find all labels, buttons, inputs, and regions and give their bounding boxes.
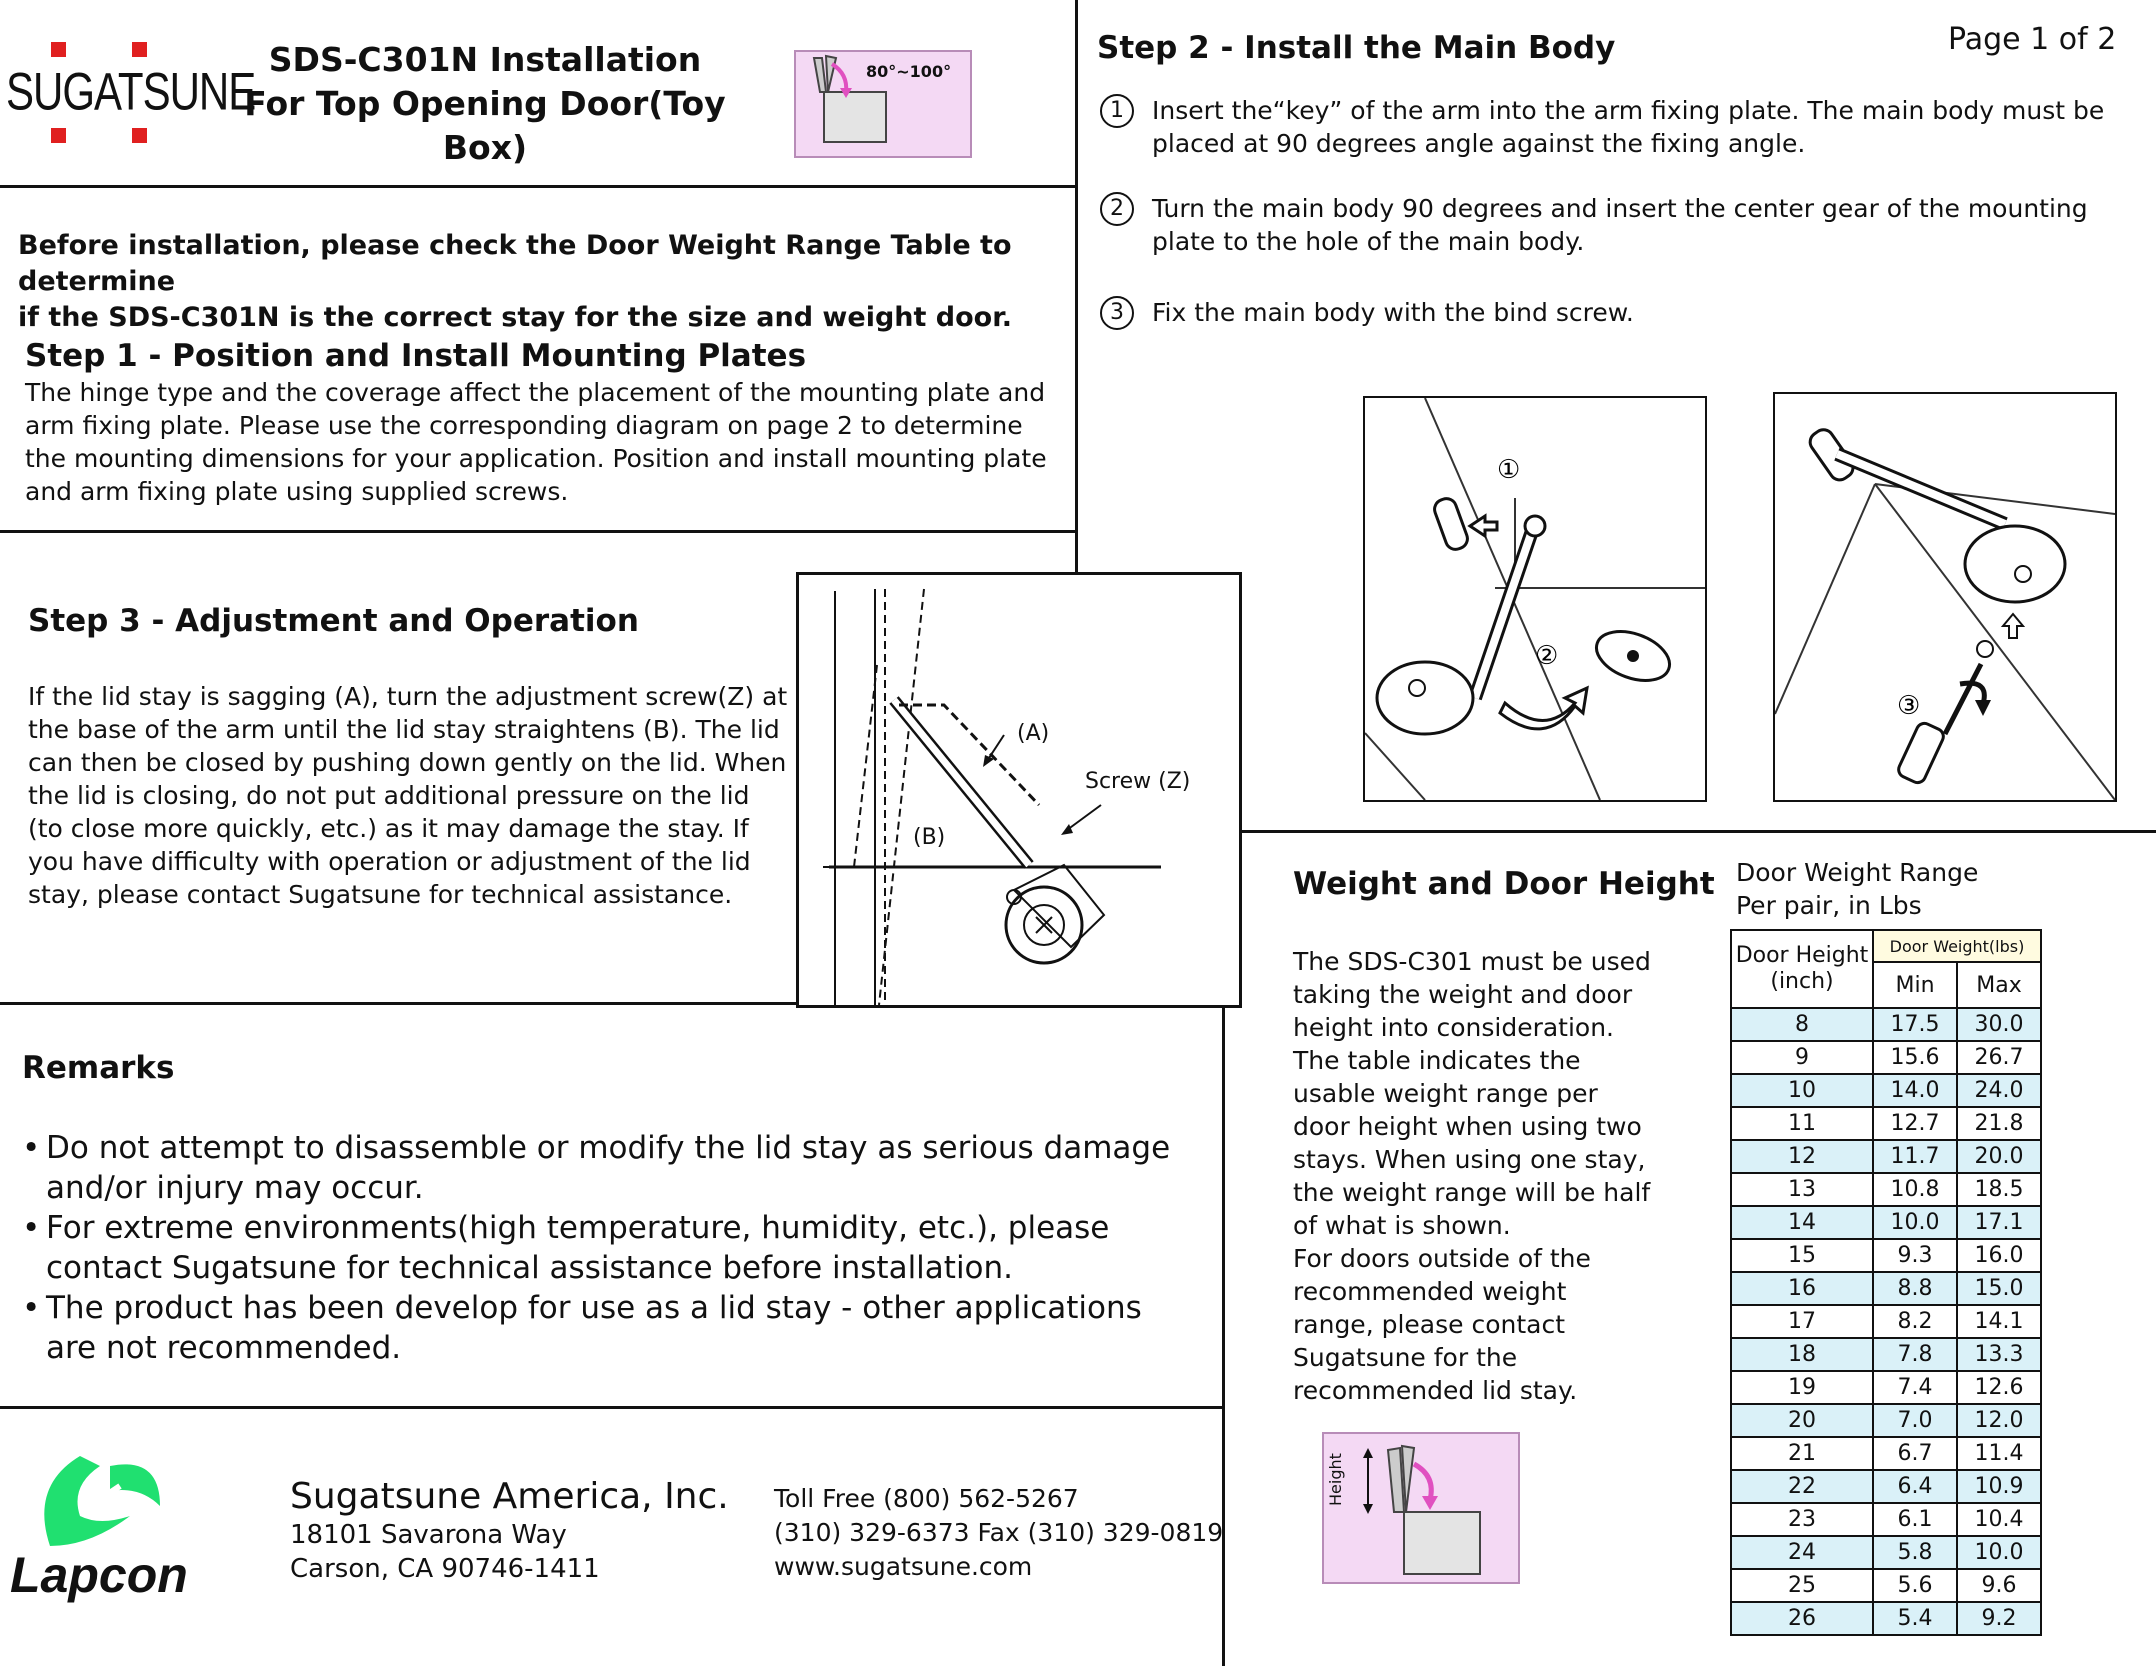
cell-max: 20.0 bbox=[1957, 1140, 2041, 1173]
cell-height: 24 bbox=[1731, 1536, 1873, 1569]
weight-range-table bbox=[1730, 929, 2042, 1636]
cell-height: 13 bbox=[1731, 1173, 1873, 1206]
table-row bbox=[1731, 1173, 2041, 1206]
table-row bbox=[1731, 1206, 2041, 1239]
cell-height: 15 bbox=[1731, 1239, 1873, 1272]
step3-body: If the lid stay is sagging (A), turn the adjustment screw(Z) at the base of the arm until the lid stay straightens (B). The lid can then be closed by pushing down gently on the lid. When the lid is closing, do not put additional pressure on the lid (to close more quickly, etc.) as it may damage the stay. If you have difficulty with operation or adjustment of the lid stay, please contact Sugatsune for technical assistance. bbox=[28, 682, 788, 909]
cell-max: 26.7 bbox=[1957, 1041, 2041, 1074]
door-height-icon bbox=[1322, 1432, 1520, 1584]
cell-max: 11.4 bbox=[1957, 1437, 2041, 1470]
cell-max: 24.0 bbox=[1957, 1074, 2041, 1107]
table-row bbox=[1731, 1569, 2041, 1602]
step2-item bbox=[1100, 94, 2150, 160]
step1-heading: Step 1 - Position and Install Mounting Plates bbox=[25, 338, 807, 374]
install-diagram-2 bbox=[1773, 392, 2117, 802]
cell-min: 6.7 bbox=[1873, 1437, 1957, 1470]
weight-table bbox=[1730, 929, 2042, 1636]
cell-min: 10.0 bbox=[1873, 1206, 1957, 1239]
step-number: 1 bbox=[1100, 94, 1134, 128]
cell-min: 17.5 bbox=[1873, 1008, 1957, 1041]
bullet-icon: • bbox=[22, 1290, 41, 1326]
cell-height: 14 bbox=[1731, 1206, 1873, 1239]
cell-max: 14.1 bbox=[1957, 1305, 2041, 1338]
col-header-min: Min bbox=[1873, 962, 1957, 1008]
cell-height: 16 bbox=[1731, 1272, 1873, 1305]
cell-max: 10.9 bbox=[1957, 1470, 2041, 1503]
intro-text bbox=[18, 228, 1058, 336]
title-line: For Top Opening Door(Toy Box) bbox=[244, 84, 726, 167]
cell-max: 10.0 bbox=[1957, 1536, 2041, 1569]
remark-item bbox=[22, 1288, 1172, 1368]
logo-red-square bbox=[132, 128, 147, 143]
cell-min: 5.8 bbox=[1873, 1536, 1957, 1569]
page-number: Page 1 of 2 bbox=[1948, 22, 2117, 57]
table-row bbox=[1731, 1041, 2041, 1074]
divider bbox=[0, 1002, 800, 1005]
cell-min: 11.7 bbox=[1873, 1140, 1957, 1173]
remarks-heading: Remarks bbox=[22, 1050, 175, 1086]
install-diagram-1 bbox=[1363, 396, 1707, 802]
cell-min: 7.4 bbox=[1873, 1371, 1957, 1404]
cell-height: 22 bbox=[1731, 1470, 1873, 1503]
height-diagram bbox=[1324, 1434, 1518, 1582]
cell-height: 20 bbox=[1731, 1404, 1873, 1437]
step-text: Fix the main body with the bind screw. bbox=[1152, 298, 1634, 327]
cell-height: 19 bbox=[1731, 1371, 1873, 1404]
weight-body bbox=[1293, 945, 1653, 1407]
install-illustration bbox=[1365, 398, 1705, 800]
logo-red-square bbox=[51, 128, 66, 143]
remark-text: Do not attempt to disassemble or modify the lid stay as serious damage and/or injury may occur. bbox=[46, 1130, 1171, 1206]
cell-height: 10 bbox=[1731, 1074, 1873, 1107]
cell-height: 25 bbox=[1731, 1569, 1873, 1602]
remark-text: For extreme environments(high temperature, humidity, etc.), please contact Sugatsune for technical assistance before installation. bbox=[46, 1210, 1110, 1286]
caption-line: Per pair, in Lbs bbox=[1736, 891, 1922, 920]
step-number: 2 bbox=[1100, 192, 1134, 226]
cell-min: 10.8 bbox=[1873, 1173, 1957, 1206]
lapcon-leaf-icon bbox=[10, 1446, 190, 1556]
table-row bbox=[1731, 1008, 2041, 1041]
lapcon-logo bbox=[10, 1446, 190, 1606]
cell-max: 17.1 bbox=[1957, 1206, 2041, 1239]
cell-max: 13.3 bbox=[1957, 1338, 2041, 1371]
cell-max: 10.4 bbox=[1957, 1503, 2041, 1536]
weight-paragraph: The SDS-C301 must be used taking the weight and door height into consideration. The table indicates the usable weight range per door height when using two stays. When using one stay, the weight range will be half of what is shown. bbox=[1293, 947, 1651, 1240]
cell-min: 8.8 bbox=[1873, 1272, 1957, 1305]
table-row bbox=[1731, 1074, 2041, 1107]
adjustment-diagram bbox=[796, 572, 1242, 1008]
brand-name: SUGATSUNE bbox=[6, 62, 256, 121]
label-b: (B) bbox=[913, 825, 946, 850]
cell-max: 21.8 bbox=[1957, 1107, 2041, 1140]
table-row bbox=[1731, 1239, 2041, 1272]
cell-max: 18.5 bbox=[1957, 1173, 2041, 1206]
divider bbox=[0, 1406, 1224, 1409]
phone-tollfree: Toll Free (800) 562-5267 bbox=[774, 1484, 1079, 1513]
page-title bbox=[210, 38, 760, 170]
weight-heading: Weight and Door Height bbox=[1293, 866, 1715, 902]
address-line: Carson, CA 90746-1411 bbox=[290, 1554, 600, 1584]
caption-line: Door Weight Range bbox=[1736, 858, 1979, 887]
table-caption bbox=[1736, 856, 1978, 922]
table-row bbox=[1731, 1404, 2041, 1437]
remark-item bbox=[22, 1208, 1172, 1288]
cell-height: 18 bbox=[1731, 1338, 1873, 1371]
cell-min: 7.8 bbox=[1873, 1338, 1957, 1371]
cell-height: 12 bbox=[1731, 1140, 1873, 1173]
cell-max: 12.0 bbox=[1957, 1404, 2041, 1437]
table-row bbox=[1731, 1272, 2041, 1305]
col-header-weight: Door Weight(lbs) bbox=[1873, 930, 2041, 962]
company-name: Sugatsune America, Inc. bbox=[290, 1476, 729, 1517]
svg-text:②: ② bbox=[1535, 641, 1559, 671]
svg-text:③: ③ bbox=[1897, 691, 1921, 721]
cell-height: 11 bbox=[1731, 1107, 1873, 1140]
cell-height: 26 bbox=[1731, 1602, 1873, 1635]
remarks-list bbox=[22, 1128, 1172, 1368]
cell-height: 23 bbox=[1731, 1503, 1873, 1536]
cell-height: 9 bbox=[1731, 1041, 1873, 1074]
step-text: Insert the“key” of the arm into the arm fixing plate. The main body must be placed at 90 degrees angle against the fixing angle. bbox=[1152, 96, 2105, 158]
bullet-icon: • bbox=[22, 1210, 41, 1246]
cell-height: 21 bbox=[1731, 1437, 1873, 1470]
label-a: (A) bbox=[1017, 721, 1050, 746]
cell-height: 17 bbox=[1731, 1305, 1873, 1338]
sugatsune-logo bbox=[6, 38, 256, 148]
step2-item bbox=[1100, 192, 2150, 258]
intro-line: if the SDS-C301N is the correct stay for the size and weight door. bbox=[18, 302, 1012, 333]
cell-min: 9.3 bbox=[1873, 1239, 1957, 1272]
table-row bbox=[1731, 1107, 2041, 1140]
table-row bbox=[1731, 1503, 2041, 1536]
divider bbox=[1075, 0, 1078, 574]
divider bbox=[0, 185, 1077, 188]
cell-min: 12.7 bbox=[1873, 1107, 1957, 1140]
intro-line: Before installation, please check the Door Weight Range Table to determine bbox=[18, 230, 1012, 297]
cell-min: 8.2 bbox=[1873, 1305, 1957, 1338]
website-link[interactable]: www.sugatsune.com bbox=[774, 1552, 1033, 1581]
table-row bbox=[1731, 1338, 2041, 1371]
col-header-max: Max bbox=[1957, 962, 2041, 1008]
table-row bbox=[1731, 1602, 2041, 1635]
table-row bbox=[1731, 1140, 2041, 1173]
cell-height: 8 bbox=[1731, 1008, 1873, 1041]
step2-heading: Step 2 - Install the Main Body bbox=[1097, 30, 1616, 66]
logo-red-square bbox=[51, 42, 66, 57]
install-illustration bbox=[1775, 394, 2115, 800]
cell-min: 15.6 bbox=[1873, 1041, 1957, 1074]
step2-item bbox=[1100, 296, 2150, 330]
table-row bbox=[1731, 1305, 2041, 1338]
step-number: 3 bbox=[1100, 296, 1134, 330]
table-row bbox=[1731, 1470, 2041, 1503]
divider bbox=[1240, 830, 2156, 833]
opening-angle-icon bbox=[794, 50, 972, 158]
cell-max: 12.6 bbox=[1957, 1371, 2041, 1404]
step3-heading: Step 3 - Adjustment and Operation bbox=[28, 603, 639, 639]
cell-max: 9.6 bbox=[1957, 1569, 2041, 1602]
height-label: Height bbox=[1326, 1453, 1345, 1506]
table-row bbox=[1731, 1536, 2041, 1569]
col-header-height: Door Height (inch) bbox=[1731, 930, 1873, 1008]
table-row bbox=[1731, 1371, 2041, 1404]
step-text: Turn the main body 90 degrees and insert the center gear of the mounting plate to the hole of the main body. bbox=[1152, 194, 2088, 256]
divider bbox=[0, 530, 1077, 533]
svg-text:①: ① bbox=[1497, 455, 1521, 485]
phone-fax: (310) 329-6373 Fax (310) 329-0819 bbox=[774, 1518, 1224, 1547]
label-screw: Screw (Z) bbox=[1085, 769, 1191, 794]
cell-min: 5.4 bbox=[1873, 1602, 1957, 1635]
divider bbox=[1222, 1002, 1225, 1666]
angle-label: 80°~100° bbox=[866, 62, 952, 81]
bullet-icon: • bbox=[22, 1130, 41, 1166]
cell-min: 14.0 bbox=[1873, 1074, 1957, 1107]
cell-max: 16.0 bbox=[1957, 1239, 2041, 1272]
remark-text: The product has been develop for use as a lid stay - other applications are not recommended. bbox=[46, 1290, 1142, 1366]
table-row bbox=[1731, 1437, 2041, 1470]
cell-min: 6.1 bbox=[1873, 1503, 1957, 1536]
cell-max: 9.2 bbox=[1957, 1602, 2041, 1635]
cell-min: 6.4 bbox=[1873, 1470, 1957, 1503]
title-line: SDS-C301N Installation bbox=[268, 40, 702, 79]
cell-min: 7.0 bbox=[1873, 1404, 1957, 1437]
logo-text: Lapcon bbox=[10, 1547, 188, 1603]
remark-item bbox=[22, 1128, 1172, 1208]
cell-max: 30.0 bbox=[1957, 1008, 2041, 1041]
step1-body: The hinge type and the coverage affect the placement of the mounting plate and arm fixing plate. Please use the corresponding diagram on page 2 to determine the mounting dimensions for your application. Position and install mounting plate and arm fixing plate using supplied screws. bbox=[25, 378, 1047, 506]
address-line: 18101 Savarona Way bbox=[290, 1520, 567, 1550]
cell-max: 15.0 bbox=[1957, 1272, 2041, 1305]
logo-red-square bbox=[132, 42, 147, 57]
weight-paragraph: For doors outside of the recommended weight range, please contact Sugatsune for the recommended lid stay. bbox=[1293, 1244, 1591, 1405]
cell-min: 5.6 bbox=[1873, 1569, 1957, 1602]
